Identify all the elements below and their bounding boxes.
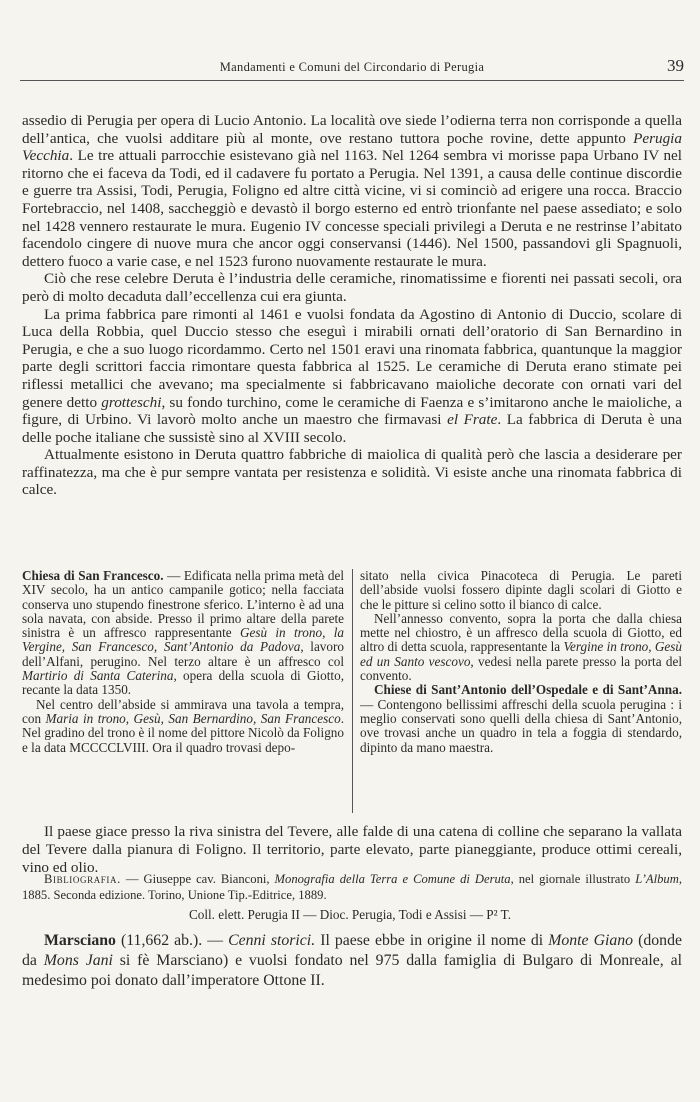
- paragraph-convent: [360, 612, 682, 683]
- paragraph-first-factory: [22, 306, 682, 447]
- text-run: , vedesi nella parete presso la porta del convento.: [360, 653, 683, 684]
- text-run: — Giuseppe cav. Bianconi,: [120, 872, 275, 886]
- left-column: [22, 569, 344, 755]
- entry-sant-antonio: [360, 683, 682, 754]
- paragraph-current-factories: Attualmente esistono in Deruta quattro fabbriche di maiolica di qualità però che lascia a desiderare per raffinatezza, ma che è pur sempre vantata per resistenza e solidità. Vi esiste anche una rinomata fabbrica di calce.: [22, 446, 682, 499]
- italic-run: Gesù in trono, la Vergine, San Francesco, Sant’Antonio da Padova: [22, 625, 344, 655]
- italic-run: Vergine in trono, Gesù ed un Santo vescovo: [360, 639, 682, 669]
- text-run: — Edificata nella prima metà del XIV secolo, ha un antico campanile gotico; nella facciata conserva uno stupendo finestrone sferico. L’interno è ad una sola navata, con abside. Presso il primo altare della parete sinistra è un affresco rappresentante: [22, 568, 344, 641]
- main-text: [22, 112, 682, 499]
- italic-run: Cenni storici.: [228, 932, 316, 949]
- text-run: La prima fabbrica pare rimonti al 1461 e vuolsi fondata da Agostino di Antonio di Duccio, scolare di Luca della Robbia, quel Duccio stesso che eseguì i mirabili ornati dell’oratorio di San Bernardino in Perugia, e che a suo luogo ricordammo. Certo nel 1501 eravi una rinomata fabbrica, quantunque la maggior parte degli scrittori faccia rimontare questa fabbrica al 1525. Le ceramiche di Deruta erano stimate pei riflessi metallici che avevano; ma specialmente si fabbricavano maioliche decorate con ornati vari del genere detto: [22, 305, 682, 411]
- italic-run: grotteschi: [101, 393, 162, 411]
- paragraph-marsciano: [22, 931, 682, 990]
- italic-run: Martirio di Santa Caterina: [22, 668, 174, 684]
- text-run: Il paese ebbe in origine il nome di: [315, 932, 549, 949]
- entry-heading: Chiese di Sant’Antonio dell’Ospedale e di Sant’Anna.: [374, 682, 682, 698]
- text-run: (donde da: [22, 932, 682, 969]
- paragraph-ceramics-fame: Ciò che rese celebre Deruta è l’industria delle ceramiche, rinomatissime e fiorenti nei passati secoli, ora però di molto decaduta dall’eccellenza cui era giunta.: [22, 270, 682, 305]
- text-run: , 1885. Seconda edizione. Torino, Unione Tip.-Editrice, 1889.: [22, 872, 682, 902]
- entry-san-francesco: [22, 569, 344, 698]
- text-run: , nel giornale illustrato: [510, 872, 636, 886]
- text-run: , su fondo turchino, come le ceramiche di Faenza e s’imitarono anche le maioliche, a figure, di Urbino. Vi lavorò molto anche un maestro che firmavasi: [22, 393, 682, 429]
- running-header: [20, 58, 684, 81]
- paragraph-apse-panel: [22, 698, 344, 755]
- italic-run: Monte Giano: [548, 932, 634, 949]
- text-run: Nel centro dell’abside si ammirava una tavola a tempra, con: [22, 696, 344, 726]
- italic-run: Monografia della Terra e Comune di Deruta: [274, 872, 511, 886]
- text-run: , opera della scuola di Giotto, recante la data 1350.: [22, 668, 344, 698]
- text-run: si fè Marsciano) e vuolsi fondato nel 975 dalla famiglia di Bulgaro di Monreale, al medesimo poi donato dall’imperatore Ottone II.: [22, 951, 682, 989]
- entry-heading: Marsciano: [44, 932, 116, 949]
- text-run: , lavoro dell’Alfani, perugino. Nel terzo altare è un affresco col: [22, 639, 344, 669]
- italic-run: Mons Jani: [43, 951, 113, 969]
- text-run: . Le tre attuali parrocchie esistevano già nel 1163. Nel 1264 sembra vi morisse papa Urbano IV nel ritorno che ei faceva da Todi, ed il cadavere fu portato a Perugia. Nel 1391, a causa delle continue discordie e guerre tra Assisi, Todi, Perugia, Foligno ed altre città vicine, vi si cominciò ad erigere una rocca. Braccio Fortebraccio, nel 1408, saccheggiò e devastò il borgo esterno ed entrò trionfante nel paese assediato; e solo nel 1428 vennero restaurate le mura. Eugenio IV concesse speciali privilegi a Deruta e ne restrinse l’abitato facendolo cingere di nuove mura che ancor oggi conservansi (1446). Nel 1500, passandovi gli Spagnuoli, dettero fuoco a varie case, e nel 1523 furono nuovamente restaurate le mura.: [22, 147, 682, 270]
- entry-heading: Chiesa di San Francesco.: [22, 568, 164, 583]
- territory-text: [22, 823, 682, 877]
- paragraph-pinacoteca: sitato nella civica Pinacoteca di Perugia. Le pareti dell’abside vuolsi fossero dipinte dagli scolari di Giotto e che le pitture si celino sotto il bianco di calce.: [360, 568, 682, 612]
- bibliography: [22, 872, 682, 903]
- paragraph-history: [22, 112, 682, 270]
- text-run: (11,662 ab.). —: [115, 932, 229, 949]
- italic-run: Perugia Vecchia: [22, 129, 682, 165]
- column-divider: [352, 569, 353, 813]
- right-column: [360, 569, 682, 755]
- bibliography-label: Bibliografia.: [44, 872, 121, 886]
- italic-run: L’Album: [635, 872, 679, 886]
- two-column-section: [22, 569, 682, 815]
- marsciano-entry: [22, 931, 682, 990]
- page-number: 39: [667, 56, 684, 75]
- header-title: Mandamenti e Comuni del Circondario di Perugia: [219, 60, 485, 74]
- electoral-line: Coll. elett. Perugia II — Dioc. Perugia, Todi e Assisi — P² T.: [188, 907, 512, 922]
- paragraph-territory: Il paese giace presso la riva sinistra del Tevere, alle falde di una catena di colline che separano la vallata del Tevere dalla pianura di Foligno. Il territorio, parte elevato, parte pianeggiante, produce ottimi cereali, vino ed olio.: [22, 823, 682, 876]
- text-run: assedio di Perugia per opera di Lucio Antonio. La località ove siede l’odierna terra non corrisponde a quella dell’antica, che vuolsi additare più al monte, ove restano tuttora poche rovine, dette appunto: [22, 112, 682, 147]
- text-run: . La fabbrica di Deruta è una delle poche italiane che sussistè sino al XVIII secolo.: [22, 411, 682, 446]
- text-run: . Nel gradino del trono è il nome del pittore Nicolò da Foligno e la data MCCCCLVIII. Ora il quadro trovasi depo-: [22, 710, 344, 755]
- text-run: Nell’annesso convento, sopra la porta che dalla chiesa mette nel chiostro, è un affresco della scuola di Giotto, ed altro di detta scuola, rappresentante la: [360, 610, 682, 655]
- italic-run: Maria in trono, Gesù, San Bernardino, San Francesco: [45, 710, 341, 726]
- italic-run: el Frate: [447, 411, 498, 429]
- text-run: — Contengono bellissimi affreschi della scuola perugina : i meglio conservati sono quelli della chiesa di Sant’Antonio, ove trovasi anche un quadro in tela a foggia di stendardo, dipinto da mano maestra.: [360, 696, 682, 755]
